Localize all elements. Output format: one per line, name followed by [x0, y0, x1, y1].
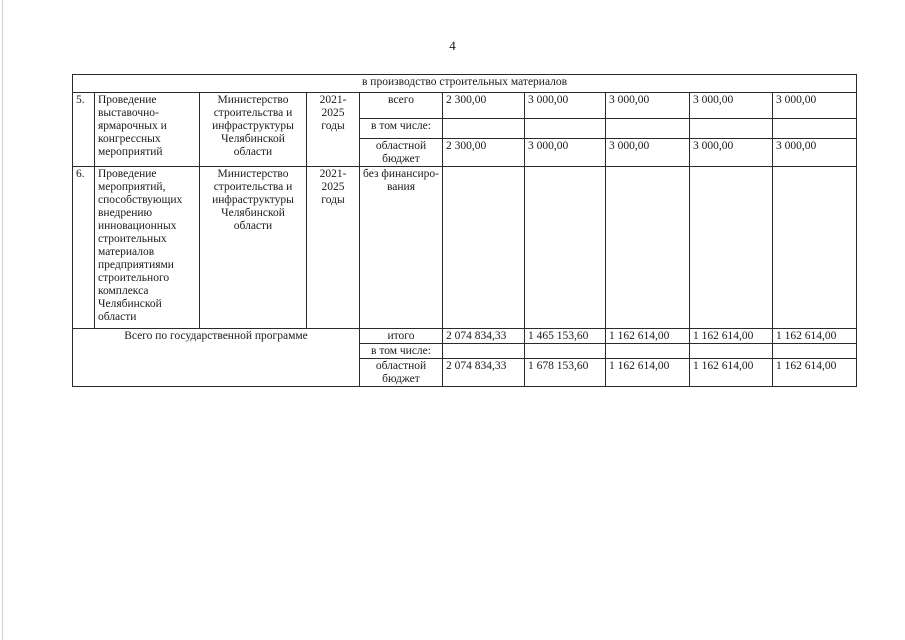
amount-cell: 2 300,00 — [443, 93, 525, 119]
amount-cell: 2 300,00 — [443, 139, 525, 167]
amount-cell — [443, 119, 525, 139]
amount-cell: 1 162 614,00 — [690, 359, 773, 387]
amount-cell — [443, 344, 525, 359]
event-name: Проведение мероприятий, способствующих внедрению инновационных строительных материалов предприятиями строительного комплекса Челябинской области — [95, 167, 200, 329]
amount-cell: 3 000,00 — [690, 93, 773, 119]
amount-cell — [525, 167, 606, 329]
row-number: 6. — [73, 167, 95, 329]
funding-source: в том числе: — [360, 119, 443, 139]
funding-source: в том числе: — [360, 344, 443, 359]
amount-cell: 1 162 614,00 — [690, 329, 773, 344]
table-row — [73, 93, 857, 119]
period: 2021-2025 годы — [307, 167, 360, 329]
amount-cell: 2 074 834,33 — [443, 329, 525, 344]
funding-source: без финансиро-вания — [360, 167, 443, 329]
executor: Министерство строительства и инфраструктуры Челябинской области — [200, 167, 307, 329]
amount-cell — [773, 344, 857, 359]
amount-cell: 3 000,00 — [525, 139, 606, 167]
amount-cell: 1 162 614,00 — [773, 359, 857, 387]
amount-cell — [773, 119, 857, 139]
amount-cell — [690, 344, 773, 359]
amount-cell — [525, 344, 606, 359]
amount-cell: 3 000,00 — [690, 139, 773, 167]
amount-cell: 3 000,00 — [773, 93, 857, 119]
amount-cell — [690, 119, 773, 139]
amount-cell — [443, 167, 525, 329]
row-number: 5. — [73, 93, 95, 167]
page-number: 4 — [449, 38, 456, 53]
amount-cell — [690, 167, 773, 329]
amount-cell: 3 000,00 — [606, 139, 690, 167]
amount-cell: 3 000,00 — [773, 139, 857, 167]
funding-source: всего — [360, 93, 443, 119]
amount-cell: 1 465 153,60 — [525, 329, 606, 344]
table-row — [73, 167, 857, 329]
amount-cell — [606, 119, 690, 139]
executor: Министерство строительства и инфраструктуры Челябинской области — [200, 93, 307, 167]
amount-cell: 1 162 614,00 — [773, 329, 857, 344]
amount-cell: 2 074 834,33 — [443, 359, 525, 387]
amount-cell — [606, 344, 690, 359]
event-name: Проведение выставочно-ярмарочных и конгрессных мероприятий — [95, 93, 200, 167]
amount-cell — [606, 167, 690, 329]
program-budget-table — [72, 74, 857, 387]
period: 2021-2025 годы — [307, 93, 360, 167]
amount-cell: 1 162 614,00 — [606, 329, 690, 344]
amount-cell: 3 000,00 — [525, 93, 606, 119]
section-heading: в производство строительных материалов — [73, 75, 857, 93]
scan-edge-line — [2, 0, 3, 640]
total-label: Всего по государственной программе — [73, 329, 360, 387]
amount-cell: 1 678 153,60 — [525, 359, 606, 387]
amount-cell — [525, 119, 606, 139]
amount-cell: 1 162 614,00 — [606, 359, 690, 387]
section-heading-row — [73, 75, 857, 93]
amount-cell: 3 000,00 — [606, 93, 690, 119]
amount-cell — [773, 167, 857, 329]
funding-source: итого — [360, 329, 443, 344]
funding-source: областной бюджет — [360, 359, 443, 387]
table-row — [73, 329, 857, 344]
funding-source: областной бюджет — [360, 139, 443, 167]
